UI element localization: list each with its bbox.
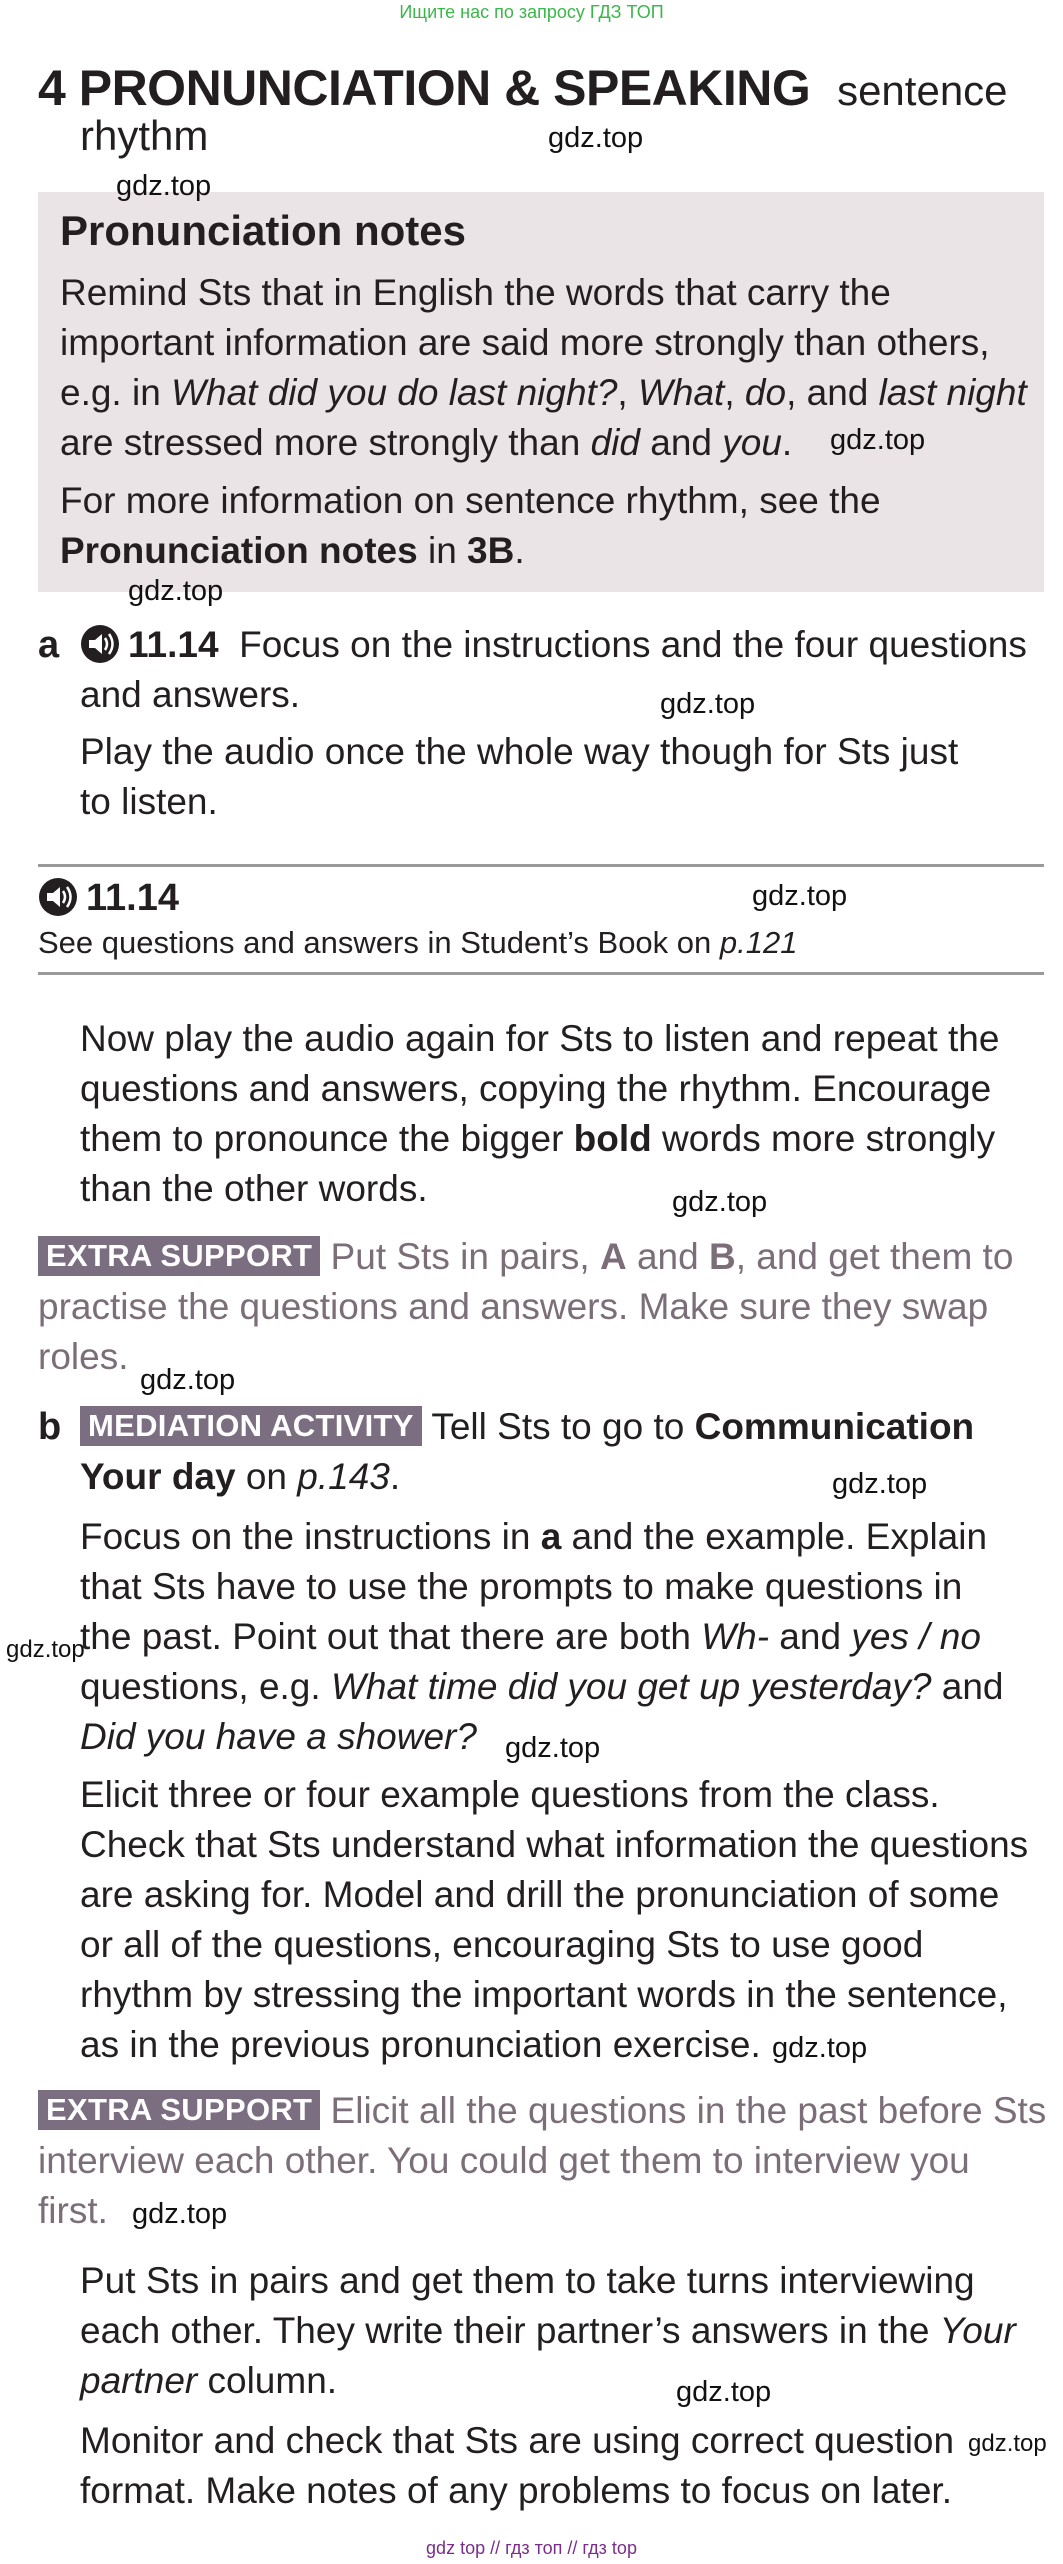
part-a-line-4: to listen. <box>80 781 218 822</box>
exercise-letter-b: b <box>38 1406 62 1448</box>
watermark: gdz.top <box>676 2376 772 2408</box>
part-b-line-2: Your day on p.143. <box>80 1456 401 1497</box>
extra-support-2-line-2: interview each other. You could get them to interview you <box>38 2140 970 2181</box>
notes-line-6: Pronunciation notes in 3B. <box>60 530 525 571</box>
audio-speaker-icon[interactable] <box>38 877 78 917</box>
notes-line-2: important information are said more strongly than others, <box>60 322 990 363</box>
audio-speaker-icon[interactable] <box>80 624 120 664</box>
extra-support-1-line-3: roles. <box>38 1336 129 1377</box>
extra-support-1-line-1: EXTRA SUPPORT Put Sts in pairs, A and B, and get them to <box>38 1232 1013 1282</box>
audio-box-top-rule <box>38 864 1044 867</box>
notes-line-1: Remind Sts that in English the words that carry the <box>60 272 891 313</box>
repeat-line-4: than the other words. <box>80 1168 428 1209</box>
watermark: gdz.top <box>772 2032 868 2064</box>
part-b-p2-line-1: Focus on the instructions in a and the example. Explain <box>80 1516 988 1557</box>
watermark: gdz.top <box>660 688 756 720</box>
part-b-p3-line-1: Elicit three or four example questions from the class. <box>80 1774 940 1815</box>
pairs-line-1: Put Sts in pairs and get them to take turns interviewing <box>80 2260 975 2301</box>
exercise-letter-a: a <box>38 624 60 666</box>
pairs-line-5: format. Make notes of any problems to focus on later. <box>80 2470 952 2511</box>
extra-support-badge: EXTRA SUPPORT <box>38 2090 320 2130</box>
repeat-line-3: them to pronounce the bigger bold words more strongly <box>80 1118 996 1159</box>
heading-subtitle-1: sentence <box>837 67 1008 114</box>
part-b-line-1: MEDIATION ACTIVITY Tell Sts to go to Communication <box>80 1402 974 1452</box>
pairs-line-3: partner column. <box>80 2360 338 2401</box>
part-a-line-1: 11.14 Focus on the instructions and the four questions <box>80 620 1027 670</box>
part-b-p3-line-3: are asking for. Model and drill the pronunciation of some <box>80 1874 1000 1915</box>
extra-support-badge: EXTRA SUPPORT <box>38 1236 320 1276</box>
extra-support-2-line-3: first. <box>38 2190 108 2231</box>
watermark: gdz.top <box>505 1732 601 1764</box>
audio-box-track: 11.14 <box>86 877 179 919</box>
bottom-site-links[interactable]: gdz top // гдз топ // гдз top <box>426 2538 637 2558</box>
audio-box-text: See questions and answers in Student’s Book on p.121 <box>38 925 798 960</box>
pairs-line-4: Monitor and check that Sts are using correct question <box>80 2420 955 2461</box>
extra-support-2-line-1: EXTRA SUPPORT Elicit all the questions in the past before Sts <box>38 2086 1046 2136</box>
watermark: gdz.top <box>6 1636 85 1663</box>
part-b-p3-line-6: as in the previous pronunciation exercise. <box>80 2024 761 2065</box>
watermark: gdz.top <box>832 1468 928 1500</box>
watermark: gdz.top <box>968 2430 1047 2457</box>
part-b-p3-line-5: rhythm by stressing the important words in the sentence, <box>80 1974 1008 2015</box>
watermark: gdz.top <box>672 1186 768 1218</box>
part-b-p3-line-2: Check that Sts understand what information the questions <box>80 1824 1029 1865</box>
mediation-activity-badge: MEDIATION ACTIVITY <box>80 1406 422 1446</box>
part-a-line-2: and answers. <box>80 674 301 715</box>
part-b-p2-line-2: that Sts have to use the prompts to make questions in <box>80 1566 963 1607</box>
part-b-p2-line-4: questions, e.g. What time did you get up yesterday? and <box>80 1666 1004 1707</box>
part-b-p2-line-3: the past. Point out that there are both Wh- and yes / no <box>80 1616 981 1657</box>
repeat-line-1: Now play the audio again for Sts to listen and repeat the <box>80 1018 1000 1059</box>
notes-title: Pronunciation notes <box>60 207 467 254</box>
repeat-line-2: questions and answers, copying the rhythm. Encourage <box>80 1068 992 1109</box>
notes-line-3: e.g. in What did you do last night?, What, do, and last night <box>60 372 1027 413</box>
part-a-track: 11.14 <box>128 624 219 665</box>
watermark: gdz.top <box>116 170 212 202</box>
extra-support-1-line-2: practise the questions and answers. Make sure they swap <box>38 1286 989 1327</box>
pairs-line-2: each other. They write their partner’s answers in the Your <box>80 2310 1016 2351</box>
watermark: gdz.top <box>830 424 926 456</box>
watermark: gdz.top <box>140 1364 236 1396</box>
top-search-link[interactable]: Ищите нас по запросу ГДЗ ТОП <box>399 2 664 22</box>
heading-subtitle-2: rhythm <box>80 112 209 159</box>
heading-number: 4 <box>38 60 66 116</box>
watermark: gdz.top <box>752 880 848 912</box>
part-a-line-3: Play the audio once the whole way though for Sts just <box>80 731 959 772</box>
audio-box-header <box>38 873 179 923</box>
watermark: gdz.top <box>548 122 644 154</box>
part-b-p3-line-4: or all of the questions, encouraging Sts to use good <box>80 1924 924 1965</box>
audio-box-bottom-rule <box>38 972 1044 975</box>
watermark: gdz.top <box>132 2198 228 2230</box>
heading-title: PRONUNCIATION & SPEAKING <box>78 60 811 116</box>
watermark: gdz.top <box>128 575 224 607</box>
notes-line-5: For more information on sentence rhythm, see the <box>60 480 881 521</box>
part-b-p2-line-5: Did you have a shower? <box>80 1716 477 1757</box>
notes-line-4: are stressed more strongly than did and you. <box>60 422 793 463</box>
